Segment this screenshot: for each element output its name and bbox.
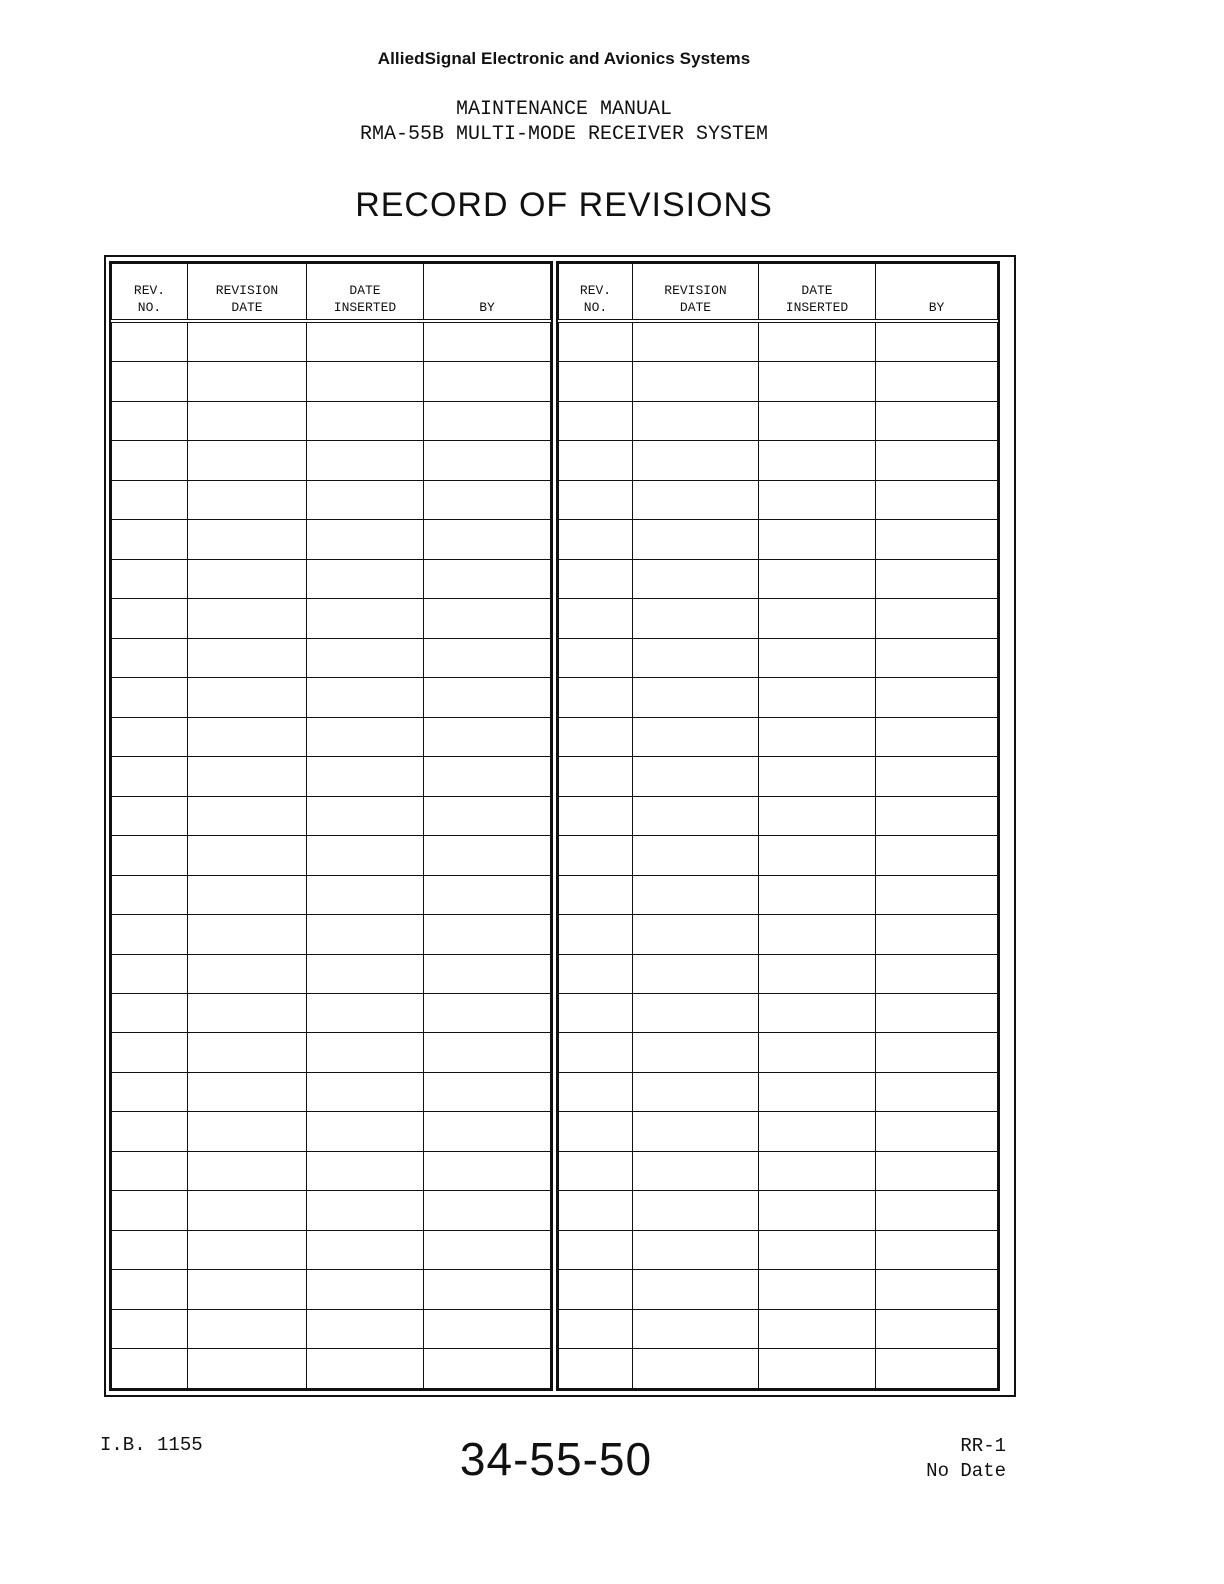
cell-date-inserted xyxy=(307,1151,424,1190)
cell-rev-no xyxy=(559,520,633,559)
cell-revision-date xyxy=(633,401,759,440)
cell-by xyxy=(424,1112,551,1151)
cell-by xyxy=(876,362,998,401)
revision-table-right xyxy=(556,261,1000,1391)
cell-revision-date xyxy=(188,1270,307,1309)
cell-by xyxy=(424,757,551,796)
cell-revision-date xyxy=(633,362,759,401)
cell-rev-no xyxy=(112,559,188,598)
revision-table-left xyxy=(109,261,553,1391)
cell-by xyxy=(876,441,998,480)
cell-revision-date xyxy=(188,1309,307,1348)
cell-rev-no xyxy=(112,321,188,362)
cell-by xyxy=(424,915,551,954)
cell-rev-no xyxy=(559,915,633,954)
cell-revision-date xyxy=(633,599,759,638)
table-row xyxy=(112,796,551,835)
cell-revision-date xyxy=(188,993,307,1032)
cell-by xyxy=(424,362,551,401)
cell-by xyxy=(424,1151,551,1190)
table-row xyxy=(112,1309,551,1348)
cell-date-inserted xyxy=(307,796,424,835)
cell-rev-no xyxy=(112,875,188,914)
table-row xyxy=(112,599,551,638)
table-row xyxy=(112,1191,551,1230)
cell-rev-no xyxy=(112,1230,188,1269)
cell-date-inserted xyxy=(307,1033,424,1072)
table-row xyxy=(112,678,551,717)
cell-by xyxy=(876,1151,998,1190)
cell-rev-no xyxy=(112,1033,188,1072)
cell-date-inserted xyxy=(307,599,424,638)
cell-date-inserted xyxy=(759,1349,876,1389)
ib-number: I.B. 1155 xyxy=(100,1434,203,1456)
table-row xyxy=(112,638,551,677)
cell-date-inserted xyxy=(307,1072,424,1111)
cell-revision-date xyxy=(633,321,759,362)
table-row xyxy=(112,836,551,875)
cell-revision-date xyxy=(188,401,307,440)
cell-rev-no xyxy=(112,678,188,717)
cell-rev-no xyxy=(559,678,633,717)
table-row xyxy=(559,480,998,519)
cell-date-inserted xyxy=(759,599,876,638)
cell-rev-no xyxy=(559,993,633,1032)
col-header-date-inserted: DATE INSERTED xyxy=(307,264,424,322)
cell-by xyxy=(424,441,551,480)
cell-date-inserted xyxy=(307,559,424,598)
cell-date-inserted xyxy=(759,321,876,362)
cell-revision-date xyxy=(188,875,307,914)
page-number: RR-1 xyxy=(960,1435,1006,1457)
cell-by xyxy=(876,875,998,914)
table-row xyxy=(559,1151,998,1190)
cell-revision-date xyxy=(188,599,307,638)
cell-by xyxy=(876,717,998,756)
manual-title-line1: MAINTENANCE MANUAL xyxy=(455,98,673,121)
cell-date-inserted xyxy=(759,520,876,559)
cell-rev-no xyxy=(559,1033,633,1072)
table-row xyxy=(559,1033,998,1072)
cell-rev-no xyxy=(112,441,188,480)
page-identifier xyxy=(926,1434,1006,1484)
cell-by xyxy=(424,1309,551,1348)
cell-rev-no xyxy=(559,1349,633,1389)
cell-date-inserted xyxy=(307,1309,424,1348)
manual-title-line2: RMA-55B MULTI-MODE RECEIVER SYSTEM xyxy=(359,123,769,146)
cell-by xyxy=(424,559,551,598)
table-row xyxy=(112,875,551,914)
cell-rev-no xyxy=(559,599,633,638)
table-row xyxy=(559,1191,998,1230)
cell-revision-date xyxy=(633,954,759,993)
cell-rev-no xyxy=(112,915,188,954)
cell-date-inserted xyxy=(759,836,876,875)
col-header-rev-no: REV. NO. xyxy=(112,264,188,322)
cell-rev-no xyxy=(112,1112,188,1151)
cell-revision-date xyxy=(633,915,759,954)
table-row xyxy=(112,915,551,954)
cell-revision-date xyxy=(633,757,759,796)
cell-date-inserted xyxy=(759,1112,876,1151)
table-row xyxy=(559,401,998,440)
page-title: RECORD OF REVISIONS xyxy=(355,186,773,224)
cell-rev-no xyxy=(112,993,188,1032)
cell-by xyxy=(876,1230,998,1269)
revision-table xyxy=(558,263,998,1389)
table-header-row xyxy=(112,264,551,322)
cell-rev-no xyxy=(112,717,188,756)
cell-by xyxy=(876,321,998,362)
cell-date-inserted xyxy=(759,757,876,796)
cell-date-inserted xyxy=(307,1230,424,1269)
table-row xyxy=(112,954,551,993)
manual-title xyxy=(0,97,1128,147)
cell-rev-no xyxy=(112,480,188,519)
cell-revision-date xyxy=(633,1033,759,1072)
cell-by xyxy=(424,993,551,1032)
cell-by xyxy=(876,480,998,519)
cell-by xyxy=(424,1033,551,1072)
col-header-date-inserted: DATE INSERTED xyxy=(759,264,876,322)
table-row xyxy=(112,1349,551,1389)
cell-date-inserted xyxy=(307,993,424,1032)
cell-date-inserted xyxy=(307,717,424,756)
table-row xyxy=(112,1072,551,1111)
table-row xyxy=(559,441,998,480)
cell-revision-date xyxy=(633,1230,759,1269)
cell-revision-date xyxy=(188,1112,307,1151)
cell-by xyxy=(424,599,551,638)
cell-date-inserted xyxy=(759,993,876,1032)
cell-by xyxy=(424,1270,551,1309)
cell-rev-no xyxy=(112,1309,188,1348)
table-row xyxy=(112,1270,551,1309)
table-row xyxy=(559,717,998,756)
cell-revision-date xyxy=(188,1072,307,1111)
cell-revision-date xyxy=(633,480,759,519)
revision-table xyxy=(111,263,551,1389)
company-name: AlliedSignal Electronic and Avionics Systems xyxy=(377,49,751,68)
cell-by xyxy=(424,321,551,362)
cell-date-inserted xyxy=(759,1270,876,1309)
cell-by xyxy=(876,1033,998,1072)
cell-revision-date xyxy=(633,993,759,1032)
cell-date-inserted xyxy=(759,1033,876,1072)
cell-rev-no xyxy=(559,321,633,362)
table-row xyxy=(112,520,551,559)
cell-revision-date xyxy=(188,1349,307,1389)
table-row xyxy=(112,362,551,401)
cell-revision-date xyxy=(633,1349,759,1389)
cell-date-inserted xyxy=(307,954,424,993)
cell-rev-no xyxy=(112,1270,188,1309)
cell-date-inserted xyxy=(307,915,424,954)
cell-revision-date xyxy=(633,1191,759,1230)
cell-revision-date xyxy=(188,796,307,835)
cell-date-inserted xyxy=(307,480,424,519)
table-row xyxy=(112,321,551,362)
table-row xyxy=(559,599,998,638)
cell-date-inserted xyxy=(759,1151,876,1190)
cell-rev-no xyxy=(559,875,633,914)
table-row xyxy=(559,757,998,796)
cell-rev-no xyxy=(559,1072,633,1111)
cell-revision-date xyxy=(633,875,759,914)
cell-by xyxy=(424,520,551,559)
cell-date-inserted xyxy=(307,875,424,914)
cell-rev-no xyxy=(559,1112,633,1151)
table-row xyxy=(112,1033,551,1072)
ata-chapter-number: 34-55-50 xyxy=(459,1433,653,1485)
cell-revision-date xyxy=(633,1270,759,1309)
cell-date-inserted xyxy=(307,638,424,677)
cell-revision-date xyxy=(633,796,759,835)
cell-by xyxy=(876,915,998,954)
cell-date-inserted xyxy=(759,401,876,440)
cell-rev-no xyxy=(112,520,188,559)
cell-date-inserted xyxy=(307,1191,424,1230)
table-row xyxy=(112,757,551,796)
cell-by xyxy=(876,954,998,993)
cell-date-inserted xyxy=(307,1112,424,1151)
col-header-rev-no: REV. NO. xyxy=(559,264,633,322)
cell-rev-no xyxy=(112,1072,188,1111)
cell-by xyxy=(876,1072,998,1111)
cell-rev-no xyxy=(112,599,188,638)
cell-rev-no xyxy=(559,480,633,519)
cell-revision-date xyxy=(188,1151,307,1190)
table-row xyxy=(559,1230,998,1269)
cell-date-inserted xyxy=(759,1072,876,1111)
cell-rev-no xyxy=(559,717,633,756)
page-date: No Date xyxy=(926,1460,1006,1482)
cell-date-inserted xyxy=(759,954,876,993)
table-header-row xyxy=(559,264,998,322)
cell-revision-date xyxy=(188,836,307,875)
cell-rev-no xyxy=(559,441,633,480)
cell-rev-no xyxy=(559,1230,633,1269)
cell-by xyxy=(424,1230,551,1269)
cell-date-inserted xyxy=(759,717,876,756)
table-row xyxy=(559,362,998,401)
cell-by xyxy=(876,1191,998,1230)
cell-rev-no xyxy=(112,362,188,401)
cell-rev-no xyxy=(559,954,633,993)
table-row xyxy=(559,1270,998,1309)
cell-rev-no xyxy=(112,1151,188,1190)
cell-revision-date xyxy=(188,1033,307,1072)
cell-revision-date xyxy=(188,559,307,598)
cell-by xyxy=(876,1349,998,1389)
table-row xyxy=(559,638,998,677)
cell-revision-date xyxy=(188,321,307,362)
cell-by xyxy=(424,638,551,677)
cell-by xyxy=(876,1270,998,1309)
cell-date-inserted xyxy=(759,559,876,598)
cell-rev-no xyxy=(112,1349,188,1389)
cell-rev-no xyxy=(559,638,633,677)
table-row xyxy=(559,954,998,993)
table-row xyxy=(112,993,551,1032)
col-header-by: BY xyxy=(424,264,551,322)
table-row xyxy=(559,1072,998,1111)
table-row xyxy=(112,1151,551,1190)
table-row xyxy=(112,480,551,519)
cell-by xyxy=(876,1309,998,1348)
table-row xyxy=(559,321,998,362)
cell-rev-no xyxy=(112,836,188,875)
cell-date-inserted xyxy=(759,1309,876,1348)
cell-rev-no xyxy=(112,954,188,993)
cell-revision-date xyxy=(633,1112,759,1151)
cell-rev-no xyxy=(112,1191,188,1230)
cell-by xyxy=(424,836,551,875)
cell-by xyxy=(876,401,998,440)
cell-date-inserted xyxy=(307,1349,424,1389)
cell-revision-date xyxy=(188,1230,307,1269)
table-row xyxy=(559,1349,998,1389)
cell-revision-date xyxy=(188,441,307,480)
cell-revision-date xyxy=(188,362,307,401)
cell-revision-date xyxy=(188,678,307,717)
table-row xyxy=(112,441,551,480)
cell-rev-no xyxy=(559,401,633,440)
table-row xyxy=(559,875,998,914)
cell-by xyxy=(424,875,551,914)
cell-rev-no xyxy=(559,757,633,796)
table-row xyxy=(112,1112,551,1151)
cell-revision-date xyxy=(633,1072,759,1111)
cell-rev-no xyxy=(112,757,188,796)
cell-revision-date xyxy=(633,836,759,875)
cell-date-inserted xyxy=(759,1230,876,1269)
cell-revision-date xyxy=(633,638,759,677)
table-row xyxy=(559,1112,998,1151)
cell-rev-no xyxy=(559,1309,633,1348)
cell-by xyxy=(424,401,551,440)
cell-revision-date xyxy=(633,559,759,598)
cell-date-inserted xyxy=(759,1191,876,1230)
cell-rev-no xyxy=(559,836,633,875)
cell-revision-date xyxy=(188,520,307,559)
cell-by xyxy=(424,1349,551,1389)
table-row xyxy=(559,1309,998,1348)
cell-by xyxy=(424,796,551,835)
col-header-revision-date: REVISION DATE xyxy=(633,264,759,322)
cell-by xyxy=(876,1112,998,1151)
cell-by xyxy=(876,520,998,559)
cell-rev-no xyxy=(559,796,633,835)
cell-revision-date xyxy=(633,1151,759,1190)
cell-rev-no xyxy=(559,1191,633,1230)
cell-rev-no xyxy=(112,796,188,835)
cell-revision-date xyxy=(633,1309,759,1348)
cell-rev-no xyxy=(559,559,633,598)
table-row xyxy=(559,836,998,875)
cell-date-inserted xyxy=(759,796,876,835)
cell-revision-date xyxy=(188,638,307,677)
table-row xyxy=(559,559,998,598)
cell-by xyxy=(424,480,551,519)
table-row xyxy=(112,717,551,756)
revision-rows-right xyxy=(559,321,998,1389)
table-row xyxy=(112,1230,551,1269)
cell-date-inserted xyxy=(307,678,424,717)
cell-revision-date xyxy=(188,480,307,519)
col-header-revision-date: REVISION DATE xyxy=(188,264,307,322)
cell-date-inserted xyxy=(307,321,424,362)
cell-by xyxy=(876,796,998,835)
cell-date-inserted xyxy=(759,875,876,914)
cell-revision-date xyxy=(633,441,759,480)
cell-date-inserted xyxy=(759,362,876,401)
cell-by xyxy=(876,757,998,796)
table-row xyxy=(559,993,998,1032)
cell-date-inserted xyxy=(307,520,424,559)
cell-date-inserted xyxy=(759,441,876,480)
cell-date-inserted xyxy=(307,362,424,401)
table-row xyxy=(112,559,551,598)
cell-by xyxy=(876,638,998,677)
cell-revision-date xyxy=(188,915,307,954)
cell-revision-date xyxy=(633,678,759,717)
cell-revision-date xyxy=(633,717,759,756)
cell-by xyxy=(876,678,998,717)
cell-by xyxy=(424,717,551,756)
cell-revision-date xyxy=(633,520,759,559)
cell-revision-date xyxy=(188,1191,307,1230)
cell-by xyxy=(424,1072,551,1111)
cell-date-inserted xyxy=(307,441,424,480)
table-row xyxy=(112,401,551,440)
cell-date-inserted xyxy=(307,1270,424,1309)
revision-rows-left xyxy=(112,321,551,1389)
cell-rev-no xyxy=(112,638,188,677)
cell-revision-date xyxy=(188,717,307,756)
col-header-by: BY xyxy=(876,264,998,322)
cell-rev-no xyxy=(559,1151,633,1190)
cell-by xyxy=(424,954,551,993)
revision-record-frame xyxy=(104,255,1016,1397)
table-row xyxy=(559,796,998,835)
cell-by xyxy=(424,1191,551,1230)
cell-rev-no xyxy=(112,401,188,440)
cell-by xyxy=(876,599,998,638)
cell-date-inserted xyxy=(759,915,876,954)
cell-revision-date xyxy=(188,954,307,993)
cell-revision-date xyxy=(188,757,307,796)
cell-by xyxy=(876,559,998,598)
cell-date-inserted xyxy=(759,678,876,717)
cell-by xyxy=(424,678,551,717)
cell-date-inserted xyxy=(759,480,876,519)
cell-by xyxy=(876,836,998,875)
table-row xyxy=(559,915,998,954)
cell-by xyxy=(876,993,998,1032)
cell-date-inserted xyxy=(759,638,876,677)
cell-rev-no xyxy=(559,1270,633,1309)
cell-date-inserted xyxy=(307,757,424,796)
cell-rev-no xyxy=(559,362,633,401)
cell-date-inserted xyxy=(307,401,424,440)
table-row xyxy=(559,678,998,717)
table-row xyxy=(559,520,998,559)
cell-date-inserted xyxy=(307,836,424,875)
